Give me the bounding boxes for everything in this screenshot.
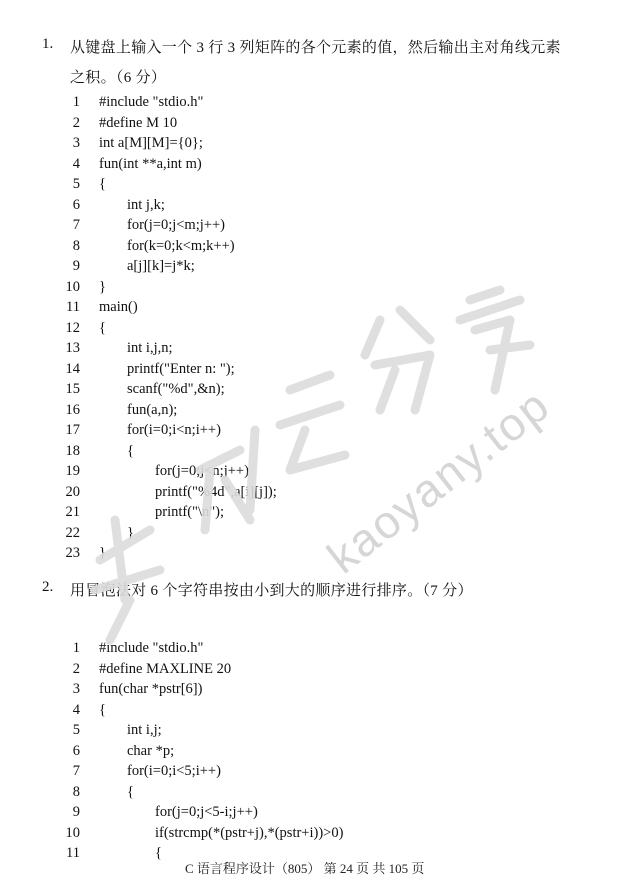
line-number: 1: [72, 640, 80, 656]
line-number: 4: [72, 701, 80, 718]
code-text: a[j][k]=j*k;: [127, 258, 195, 274]
code-line: [0, 804, 631, 824]
line-number: 8: [72, 783, 80, 800]
code-text: for(j=0;j<m;j++): [127, 217, 225, 233]
code-text: fun(int **a,int m): [99, 155, 202, 172]
line-number: 6: [72, 196, 80, 213]
code-text: printf("\n");: [155, 504, 225, 520]
code-text: for(i=0;i<5;i++): [127, 763, 221, 779]
code-line: [0, 258, 631, 278]
code-text: int j,k;: [127, 196, 165, 213]
line-number: 6: [72, 742, 80, 759]
line-number: 22: [65, 524, 80, 541]
code-line: [0, 115, 631, 135]
line-number: 5: [72, 176, 80, 192]
code-text: fun(a,n);: [127, 401, 178, 418]
code-text: }: [99, 545, 106, 561]
line-number: 23: [65, 545, 80, 561]
line-number: 13: [65, 340, 80, 356]
code-line: [0, 525, 631, 545]
code-text: }: [127, 524, 134, 541]
code-line: [0, 681, 631, 701]
question-1-text-line1: 从键盘上输入一个 3 行 3 列矩阵的各个元素的值，然后输出主对角线元素: [70, 40, 561, 56]
code-line: [0, 176, 631, 196]
code-line: [0, 825, 631, 845]
code-line: [0, 320, 631, 340]
code-text: for(k=0;k<m;k++): [127, 237, 235, 254]
code-text: for(j=0;j<n;j++): [155, 463, 249, 479]
code-text: fun(char *pstr[6]): [99, 681, 203, 697]
code-line: [0, 299, 631, 319]
code-line: [0, 94, 631, 114]
question-1-text-line2: 之积。（6 分）: [70, 70, 167, 86]
line-number: 2: [72, 114, 80, 131]
code-text: if(strcmp(*(pstr+j),*(pstr+i))>0): [155, 824, 344, 841]
line-number: 8: [72, 237, 80, 254]
code-text: printf("Enter n: ");: [127, 360, 235, 377]
line-number: 19: [65, 463, 80, 479]
code-text: #include "stdio.h": [99, 94, 204, 110]
question-1-number: 1.: [42, 36, 54, 52]
code-text: int i,j;: [127, 722, 162, 738]
line-number: 17: [65, 422, 80, 438]
page-footer: C 语言程序设计（805） 第 24 页 共 105 页: [185, 861, 425, 876]
line-number: 4: [72, 155, 80, 172]
code-line: [0, 784, 631, 804]
code-line: [0, 197, 631, 217]
code-text: {: [99, 701, 106, 718]
line-number: 11: [66, 299, 80, 315]
code-text: char *p;: [127, 742, 175, 759]
code-text: {: [155, 845, 162, 861]
line-number: 16: [65, 401, 80, 418]
code-line: [0, 340, 631, 360]
question-2-number: 2.: [42, 579, 54, 595]
code-line: [0, 743, 631, 763]
code-text: printf("%4d",a[i][j]);: [155, 483, 277, 500]
code-text: {: [99, 176, 106, 192]
line-number: 10: [65, 824, 80, 841]
code-text: for(i=0;i<n;i++): [127, 422, 221, 438]
code-line: [0, 640, 631, 660]
line-number: 5: [72, 722, 80, 738]
code-line: [0, 156, 631, 176]
code-line: [0, 279, 631, 299]
watermark-url: kaoyany.top: [317, 378, 560, 584]
code-line: [0, 135, 631, 155]
code-line: [0, 443, 631, 463]
code-text: int a[M][M]={0};: [99, 135, 203, 151]
code-line: [0, 545, 631, 565]
code-line: [0, 763, 631, 783]
line-number: 14: [65, 360, 80, 377]
code-line: [0, 361, 631, 381]
line-number: 20: [65, 483, 80, 500]
code-text: {: [127, 783, 134, 800]
code-text: #define MAXLINE 20: [99, 660, 232, 677]
code-text: for(j=0;j<5-i;j++): [155, 804, 258, 820]
code-line: [0, 702, 631, 722]
code-line: [0, 504, 631, 524]
line-number: 11: [66, 845, 80, 861]
line-number: 2: [72, 660, 80, 677]
code-line: [0, 661, 631, 681]
question-2-text: 用冒泡法对 6 个字符串按由小到大的顺序进行排序。（7 分）: [70, 583, 473, 599]
code-text: {: [127, 442, 134, 459]
code-line: [0, 722, 631, 742]
line-number: 21: [65, 504, 80, 520]
line-number: 12: [65, 319, 80, 336]
code-text: {: [99, 319, 106, 336]
line-number: 9: [72, 258, 80, 274]
line-number: 3: [72, 135, 80, 151]
code-text: #define M 10: [99, 114, 178, 131]
code-line: [0, 484, 631, 504]
line-number: 7: [72, 217, 80, 233]
line-number: 15: [65, 381, 80, 397]
code-text: scanf("%d",&n);: [127, 381, 225, 397]
line-number: 9: [72, 804, 80, 820]
line-number: 10: [65, 278, 80, 295]
code-text: }: [99, 278, 106, 295]
line-number: 1: [72, 94, 80, 110]
line-number: 3: [72, 681, 80, 697]
line-number: 7: [72, 763, 80, 779]
line-number: 18: [65, 442, 80, 459]
code-line: [0, 217, 631, 237]
code-text: main(): [99, 299, 138, 315]
code-text: int i,j,n;: [127, 340, 173, 356]
code-line: [0, 463, 631, 483]
code-text: #include "stdio.h": [99, 640, 204, 656]
code-line: [0, 238, 631, 258]
